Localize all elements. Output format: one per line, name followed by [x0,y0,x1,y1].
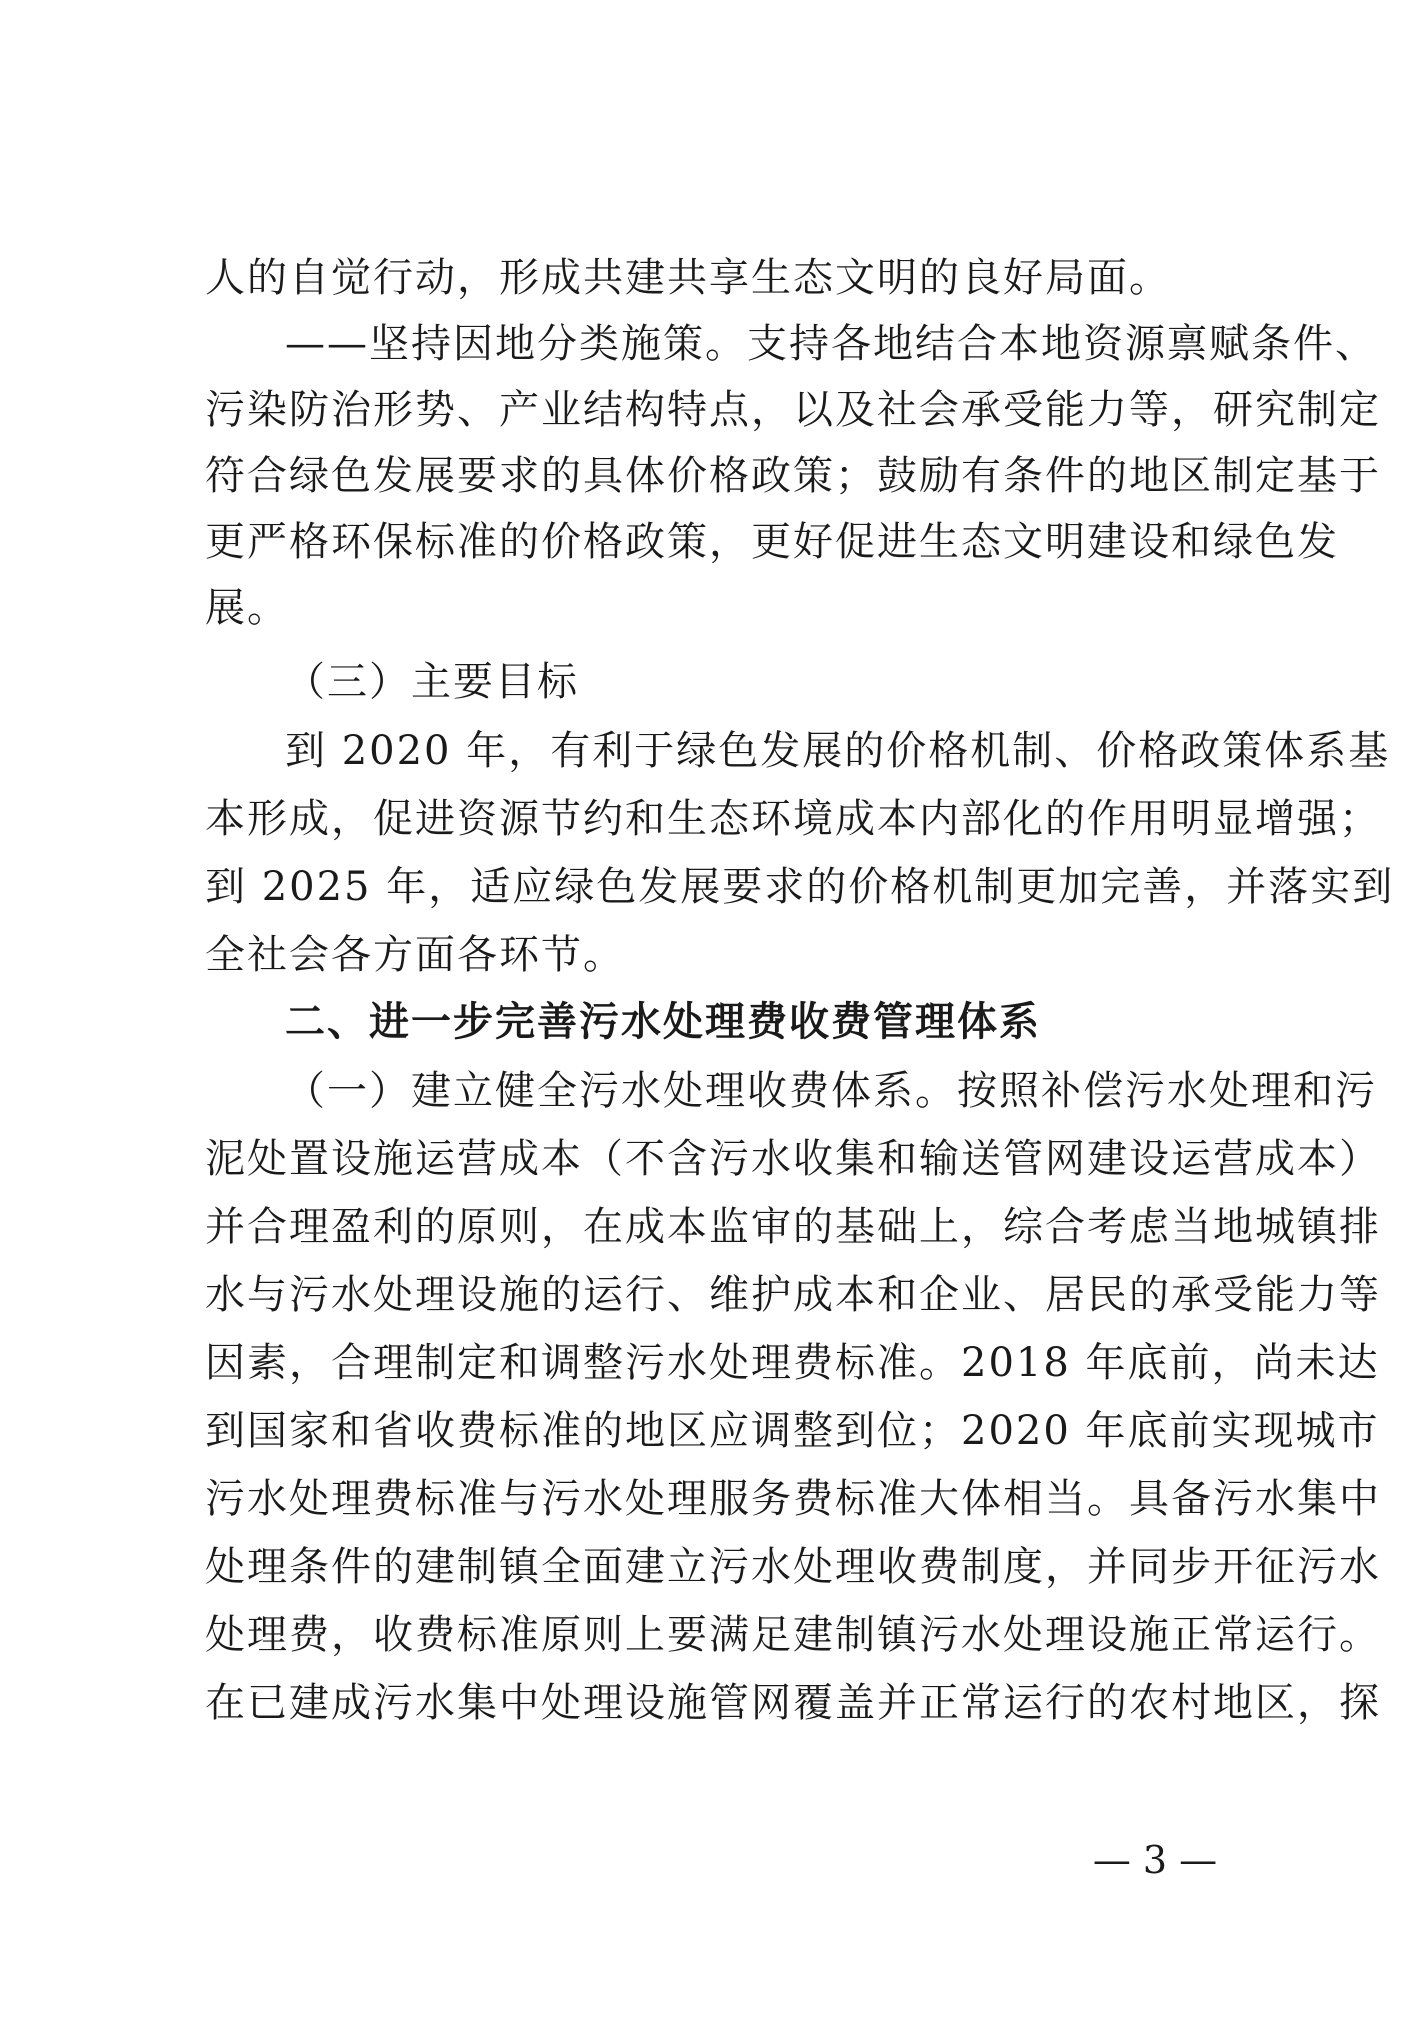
chapter-heading: 二、进一步完善污水处理费收费管理体系 [285,999,1041,1045]
text-line: 并合理盈利的原则，在成本监审的基础上，综合考虑当地城镇排 [205,1204,1381,1250]
text-line: 本形成，促进资源节约和生态环境成本内部化的作用明显增强； [205,796,1381,842]
text-line: 人的自觉行动，形成共建共享生态文明的良好局面。 [205,255,1171,301]
text-line: 全社会各方面各环节。 [205,932,625,978]
text-line: （一）建立健全污水处理收费体系。按照补偿污水处理和污 [285,1068,1377,1114]
text-line: ——坚持因地分类施策。支持各地结合本地资源禀赋条件、 [285,321,1377,367]
text-line: 污染防治形势、产业结构特点，以及社会承受能力等，研究制定 [205,387,1381,433]
text-line: 更严格环保标准的价格政策，更好促进生态文明建设和绿色发 [205,519,1339,565]
text-line: 到 2025 年，适应绿色发展要求的价格机制更加完善，并落实到 [205,864,1395,910]
text-line: 处理费，收费标准原则上要满足建制镇污水处理设施正常运行。 [205,1612,1381,1658]
text-line: 污水处理费标准与污水处理服务费标准大体相当。具备污水集中 [205,1476,1381,1522]
page-number: — 3 — [1092,1838,1218,1882]
text-line: 水与污水处理设施的运行、维护成本和企业、居民的承受能力等 [205,1272,1381,1318]
text-line: 在已建成污水集中处理设施管网覆盖并正常运行的农村地区，探 [205,1680,1381,1726]
text-line: 处理条件的建制镇全面建立污水处理收费制度，并同步开征污水 [205,1544,1381,1590]
text-line: 因素，合理制定和调整污水处理费标准。2018 年底前，尚未达 [205,1340,1380,1386]
text-line: 泥处置设施运营成本（不含污水收集和输送管网建设运营成本） [205,1136,1381,1182]
text-line: 到国家和省收费标准的地区应调整到位；2020 年底前实现城市 [205,1408,1380,1454]
text-line: 展。 [205,585,289,631]
section-heading: （三）主要目标 [285,659,579,705]
text-line: 符合绿色发展要求的具体价格政策；鼓励有条件的地区制定基于 [205,453,1381,499]
text-line: 到 2020 年，有利于绿色发展的价格机制、价格政策体系基 [285,728,1391,774]
